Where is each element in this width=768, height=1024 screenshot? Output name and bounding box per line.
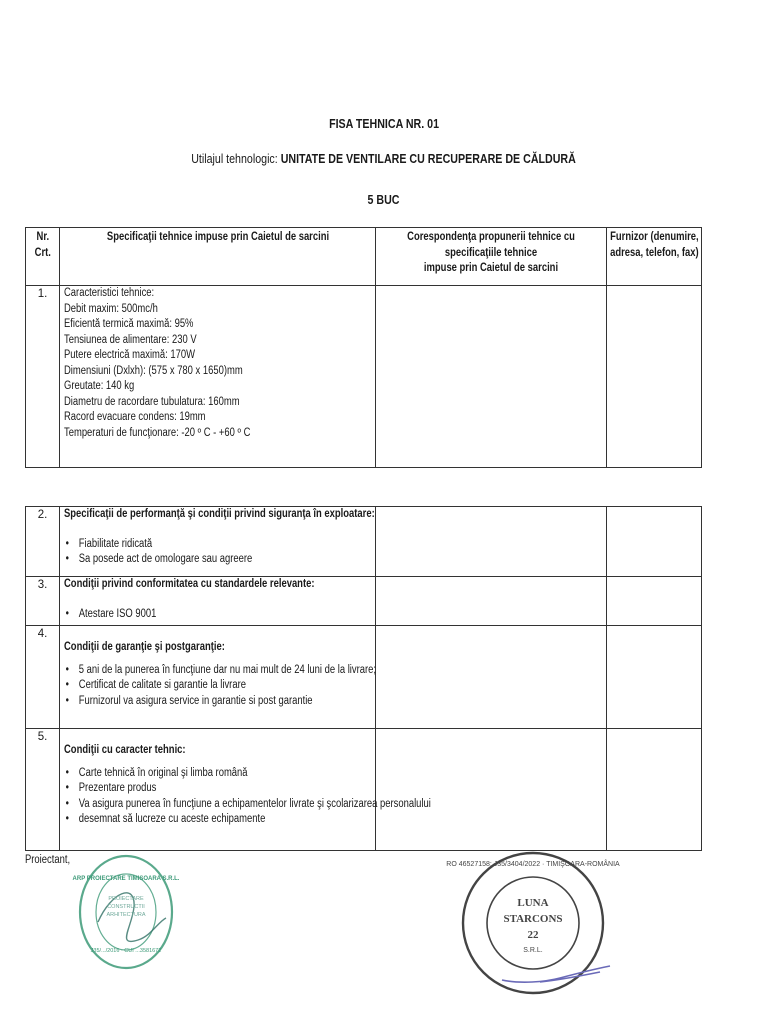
list-item: • Prezentare produs: [64, 781, 319, 797]
row-heading: Condiţii privind conformitatea cu standardele relevante:: [64, 578, 315, 590]
row-heading: Specificaţii de performanţă şi condiţii privind siguranţa în exploatare:: [64, 508, 375, 520]
supplier-cell: [607, 626, 702, 729]
list-item: • Va asigura punerea în funcţiune a echipamentelor livrate şi şcolarizarea personalului: [64, 797, 319, 813]
spec-cell: [60, 286, 376, 468]
header-corr-line2: impuse prin Caietul de sarcini: [423, 262, 559, 274]
stamp-right-line: S.R.L.: [523, 947, 543, 954]
designer-stamp: [72, 852, 180, 972]
stamp-right-line: LUNA: [517, 897, 549, 909]
spec-line: Putere electrică maximă: 170W: [64, 349, 196, 361]
list-item-continuation: • desemnat să lucreze cu aceste echipamente: [64, 812, 319, 828]
designer-label: [25, 854, 80, 866]
stamp-left-ring-text: ARP PROIECTARE TIMISOARA S.R.L.: [72, 876, 180, 882]
supplier-cell: [607, 286, 702, 468]
spec-line: Racord evacuare condens: 19mm: [64, 411, 206, 423]
spec-cell: [60, 626, 376, 729]
spec-cell: [60, 507, 376, 577]
spec-line: Dimensiuni (Dxlxh): (575 x 780 x 1650)mm: [64, 364, 243, 377]
list-item: • Sa posede act de omologare sau agreere: [64, 552, 319, 568]
row-number: 4.: [26, 626, 60, 729]
table-row: [26, 286, 702, 468]
header-furn-line2: adresa, telefon, fax): [609, 246, 699, 259]
spec-line: Greutate: 140 kg: [64, 380, 135, 392]
header-nr: [26, 228, 60, 286]
header-nr-line1: Nr.: [36, 231, 49, 243]
header-nr-line2: Crt.: [34, 246, 51, 259]
stamp-left-bottom: J35/.../2016 · CUI ...3581672: [90, 948, 162, 954]
stamp-right-ring-text: RO 46527158; J35/3404/2022 · TIMIŞOARA-ROMÂNIA: [446, 861, 620, 868]
header-furn-line1: Furnizor (denumire,: [609, 231, 699, 243]
supplier-cell: [607, 577, 702, 626]
stamp-left-line: CONSTRUCTII: [107, 904, 145, 910]
correspondence-cell: [376, 507, 607, 577]
table-row: [26, 729, 702, 851]
list-item: • Fiabilitate ridicată: [64, 537, 319, 553]
correspondence-cell: [376, 577, 607, 626]
spec-line: Temperaturi de funcţionare: -20 º C - +60 º C: [64, 426, 251, 439]
specs-table-main: [25, 227, 702, 468]
spec-line: Debit maxim: 500mc/h: [64, 302, 158, 315]
stamp-right-line: 22: [527, 929, 539, 941]
correspondence-cell: [376, 626, 607, 729]
equipment-name: UNITATE DE VENTILARE CU RECUPERARE DE CĂLDURĂ: [281, 151, 577, 166]
list-item: • Carte tehnică în original şi limba română: [64, 766, 319, 782]
correspondence-cell: [376, 729, 607, 851]
stamp-left-line: PROIECTARE: [108, 896, 144, 902]
document-title: [0, 116, 768, 131]
header-corr: [376, 228, 607, 286]
document-subtitle: [0, 151, 768, 166]
header-spec: [60, 228, 376, 286]
subtitle-prefix: Utilajul tehnologic:: [191, 151, 282, 166]
specs-table-conditions: [25, 506, 702, 851]
header-spec-text: Specificaţii tehnice impuse prin Caietul de sarcini: [106, 231, 329, 243]
spec-line: Diametru de racordare tubulatura: 160mm: [64, 395, 240, 408]
quantity-label: [0, 192, 768, 207]
list-item: • Certificat de calitate si garantie la livrare: [64, 678, 319, 694]
row-number: 5.: [26, 729, 60, 851]
row-heading: Condiţii de garanţie şi postgaranţie:: [64, 641, 225, 653]
correspondence-cell: [376, 286, 607, 468]
table-row: [26, 626, 702, 729]
table-header-row: [26, 228, 702, 286]
row-number: 2.: [26, 507, 60, 577]
quantity-text: 5 BUC: [367, 192, 400, 207]
spec-line: Caracteristici tehnice:: [64, 287, 155, 299]
supplier-cell: [607, 729, 702, 851]
spec-cell: [60, 577, 376, 626]
table-row: [26, 507, 702, 577]
list-item: • 5 ani de la punerea în funcţiune dar nu mai mult de 24 luni de la livrare;: [64, 663, 319, 679]
designer-label-text: Proiectant,: [25, 854, 71, 866]
spec-cell: [60, 729, 431, 851]
header-furn: [607, 228, 702, 286]
spec-line: Eficientă termică maximă: 95%: [64, 318, 194, 330]
list-item: • Furnizorul va asigura service in garantie si post garantie: [64, 694, 319, 710]
row-number: 1.: [26, 286, 60, 468]
table-row: [26, 577, 702, 626]
list-item: • Atestare ISO 9001: [64, 607, 319, 623]
signature: [500, 958, 612, 988]
supplier-cell: [607, 507, 702, 577]
title-text: FISA TEHNICA NR. 01: [329, 116, 439, 131]
stamp-left-line: ARHITECTURA: [106, 912, 146, 918]
stamp-right-line: STARCONS: [503, 913, 563, 925]
row-number: 3.: [26, 577, 60, 626]
row-heading: Condiţii cu caracter tehnic:: [64, 744, 186, 756]
header-corr-line1: Corespondenţa propunerii tehnice cu specificaţiile tehnice: [407, 231, 575, 259]
spec-line: Tensiunea de alimentare: 230 V: [64, 333, 197, 346]
